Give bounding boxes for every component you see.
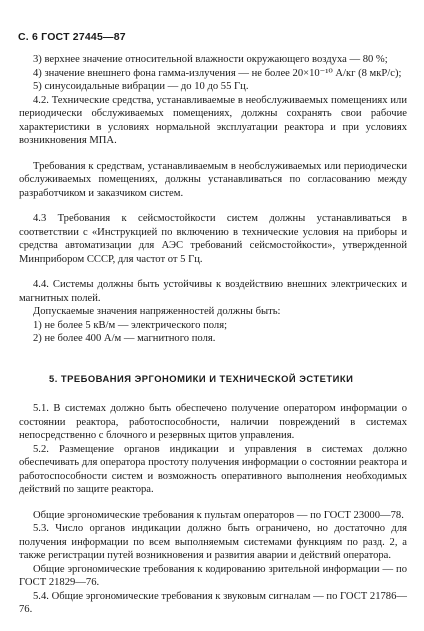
list-item-magnetic-field: 2) не более 400 А/м — магнитного поля. xyxy=(33,333,216,344)
paragraph-requirements-unattended: Требования к средствам, устанавливаемым в необслуживаемых или периодически обслуживаемых помещениях, должны устанавливаться по согласованию между разработчиком и заказчиком систем. xyxy=(19,160,407,199)
list-item-humidity: 3) верхнее значение относительной влажности окружающего воздуха — 80 %; xyxy=(33,54,388,65)
clause-4-3: 4.3 Требования к сейсмостойкости систем должны устанавливаться в соответствии с «Инструкцией по включению в технические условия на приборы и средства автоматизации для АЭС требований сейсмостойкости», утвержденной Минприбором СССР, для частот от 5 Гц. xyxy=(19,213,407,265)
list-item-vibration: 5) синусоидальные вибрации — до 10 до 55 Гц. xyxy=(33,81,249,92)
section-heading: 5. ТРЕБОВАНИЯ ЭРГОНОМИКИ И ТЕХНИЧЕСКОЙ ЭСТЕТИКИ xyxy=(49,372,354,384)
list-item-electric-field: 1) не более 5 кВ/м — электрического поля; xyxy=(33,319,228,331)
clause-5-2: 5.2. Размещение органов индикации и управления в системах должно обеспечивать для оператора простоту получения информации о состоянии реактора и работоспособности систем и возможность оперативного выполнения необходимых действий по защите реактора. xyxy=(19,443,407,495)
clause-5-3: 5.3. Число органов индикации должно быть ограничено, но достаточно для получения информации по всем выполняемым системами функциям по разд. 2, а также регистрации путей возникновения и развития аварии и действий оператора. xyxy=(19,523,407,561)
clause-5-1: 5.1. В системах должно быть обеспечено получение оператором информации о состоянии реактора, работоспособности, наличии повреждений в системах непосредственно с блочного и резервных щитов управления. xyxy=(19,403,407,441)
document-body xyxy=(19,53,407,617)
page-header: С. 6 ГОСТ 27445—87 xyxy=(18,31,126,43)
clause-4-4: 4.4. Системы должны быть устойчивы к воздействию внешних электрических и магнитных полей. xyxy=(19,279,407,304)
clause-4-2: 4.2. Технические средства, устанавливаемые в необслуживаемых помещениях или периодически обслуживаемых помещениях, должны сохранять свои рабочие характеристики в условиях нормальной эксплуатации реактора и при условиях возникновения МПА. xyxy=(19,94,407,146)
paragraph-allowed-values: Допускаемые значения напряженностей должны быть: xyxy=(33,306,281,317)
list-item-gamma-background: 4) значение внешнего фона гамма-излучения — не более 20×10⁻¹⁰ А/кг (8 мкР/с); xyxy=(33,67,402,79)
paragraph-operator-consoles: Общие эргономические требования к пультам операторов — по ГОСТ 23000—78. xyxy=(33,509,404,521)
clause-5-4: 5.4. Общие эргономические требования к звуковым сигналам — по ГОСТ 21786—76. xyxy=(19,590,407,615)
paragraph-visual-coding: Общие эргономические требования к кодированию зрительной информации — по ГОСТ 21829—76. xyxy=(19,563,407,588)
